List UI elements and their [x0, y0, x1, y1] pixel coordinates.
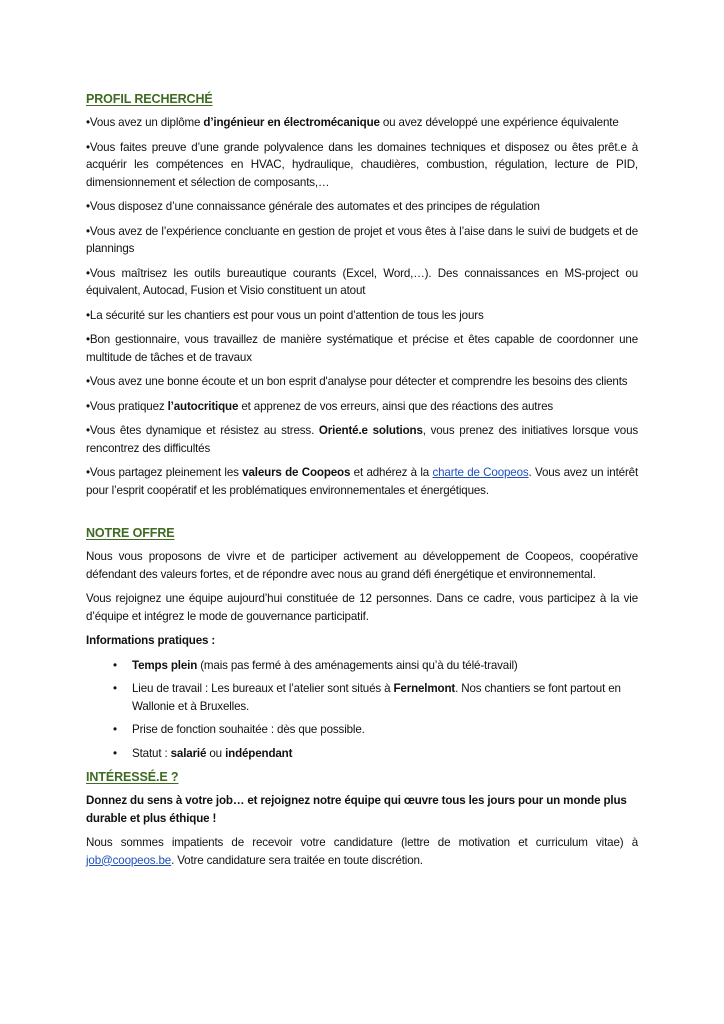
- info-item: [113, 680, 638, 715]
- bold-text: salarié: [170, 746, 207, 760]
- text-run: •Vous faites preuve d’une grande polyvalence dans les domaines techniques et disposez ou êtes prêt.e à acquérir les compétences en HVAC, hydraulique, chaudières, combustion, régulation, lecture de PID, dimensionnement et sélection de composants,…: [86, 140, 638, 189]
- text-run: •Vous pratiquez: [86, 399, 168, 413]
- text-run: ou: [206, 746, 226, 760]
- text-run: •Vous maîtrisez les outils bureautique courants (Excel, Word,…). Des connaissances en MS-project ou équivalent, Autocad, Fusion et Visio constituent un atout: [86, 266, 638, 297]
- text-run: . Nos chantiers se font partout en Wallonie et à Bruxelles.: [132, 682, 621, 713]
- info-item: [113, 657, 638, 675]
- profil-item: [86, 464, 638, 499]
- bullet-icon: •: [113, 658, 117, 672]
- bullet-icon: •: [113, 723, 117, 736]
- infos-pratiques-list: [86, 657, 638, 763]
- text-run: ou avez développé une expérience équivalente: [379, 116, 619, 129]
- contact-text-after: . Votre candidature sera traitée en toute discrétion.: [171, 853, 423, 867]
- profil-item: [86, 331, 638, 366]
- text-run: •Vous êtes dynamique et résistez au stress.: [86, 424, 319, 437]
- profil-item: [86, 139, 638, 192]
- profil-item: [86, 265, 638, 300]
- bullet-icon: •: [113, 682, 117, 695]
- bold-text: indépendant: [225, 746, 293, 760]
- bold-text: l’autocritique: [167, 399, 239, 413]
- contact-paragraph: [86, 834, 638, 869]
- profil-list: [86, 114, 638, 499]
- profil-heading: PROFIL RECHERCHÉ: [86, 92, 213, 106]
- text-run: Statut :: [132, 746, 171, 760]
- bold-text: Orienté.e solutions: [318, 424, 423, 437]
- interesse-heading: INTÉRESSÉ.E ?: [86, 770, 179, 784]
- info-item: [113, 745, 638, 763]
- offre-heading: NOTRE OFFRE: [86, 526, 175, 540]
- profil-item: [86, 114, 638, 132]
- contact-text-before: Nous sommes impatients de recevoir votre candidature (lettre de motivation et curriculum vitae) à: [86, 836, 638, 849]
- text-run: et adhérez à la: [350, 466, 433, 479]
- profil-item: [86, 307, 638, 325]
- profil-item: [86, 223, 638, 258]
- profil-item: [86, 373, 638, 391]
- profil-item: [86, 198, 638, 216]
- bullet-icon: •: [113, 746, 117, 760]
- text-run: •Bon gestionnaire, vous travaillez de manière systématique et précise et êtes capable de coordonner une multitude de tâches et de travaux: [86, 333, 638, 364]
- interesse-lead: Donnez du sens à votre job… et rejoignez notre équipe qui œuvre tous les jours pour un monde plus durable et plus éthique !: [86, 794, 627, 825]
- text-run: •La sécurité sur les chantiers est pour vous un point d’attention de tous les jours: [86, 308, 484, 322]
- text-run: •Vous avez une bonne écoute et un bon esprit d'analyse pour détecter et comprendre les besoins des clients: [86, 375, 628, 388]
- profil-item: [86, 398, 638, 416]
- email-link[interactable]: job@coopeos.be: [86, 853, 172, 867]
- text-run: Lieu de travail : Les bureaux et l’atelier sont situés à: [132, 682, 394, 695]
- text-run: •Vous disposez d’une connaissance générale des automates et des principes de régulation: [86, 200, 540, 213]
- text-run: (mais pas fermé à des aménagements ainsi qu’à du télé-travail): [197, 658, 518, 672]
- text-run: . Vous avez un intérêt pour l’esprit coopératif et les problématiques environnementales et énergétiques.: [86, 466, 639, 497]
- offre-paragraph-1: Nous vous proposons de vivre et de participer activement au développement de Coopeos, coopérative défendant des valeurs fortes, et de répondre avec nous au grand défi énergétique et environnemental.: [86, 550, 638, 581]
- profil-item: [86, 422, 638, 457]
- info-item: [113, 721, 638, 739]
- charte-link[interactable]: charte de Coopeos: [432, 466, 529, 479]
- text-run: •Vous partagez pleinement les: [86, 466, 243, 479]
- text-run: , vous prenez des initiatives lorsque vous rencontrez des difficultés: [86, 424, 639, 455]
- offre-paragraph-2: Vous rejoignez une équipe aujourd’hui constituée de 12 personnes. Dans ce cadre, vous participez à la vie d’équipe et intégrez le mode de gouvernance participatif.: [86, 592, 638, 623]
- text-run: et apprenez de vos erreurs, ainsi que des réactions des autres: [238, 399, 554, 413]
- bold-text: d’ingénieur en électromécanique: [203, 116, 380, 129]
- text-run: •Vous avez de l’expérience concluante en gestion de projet et vous êtes à l’aise dans le suivi de budgets et de plannings: [86, 224, 638, 255]
- bold-text: Temps plein: [132, 658, 198, 672]
- text-run: Prise de fonction souhaitée : dès que possible.: [132, 723, 365, 736]
- bold-text: Fernelmont: [393, 682, 456, 695]
- bold-text: valeurs de Coopeos: [242, 466, 351, 479]
- text-run: •Vous avez un diplôme: [86, 116, 204, 129]
- infos-pratiques-title: Informations pratiques :: [86, 634, 216, 647]
